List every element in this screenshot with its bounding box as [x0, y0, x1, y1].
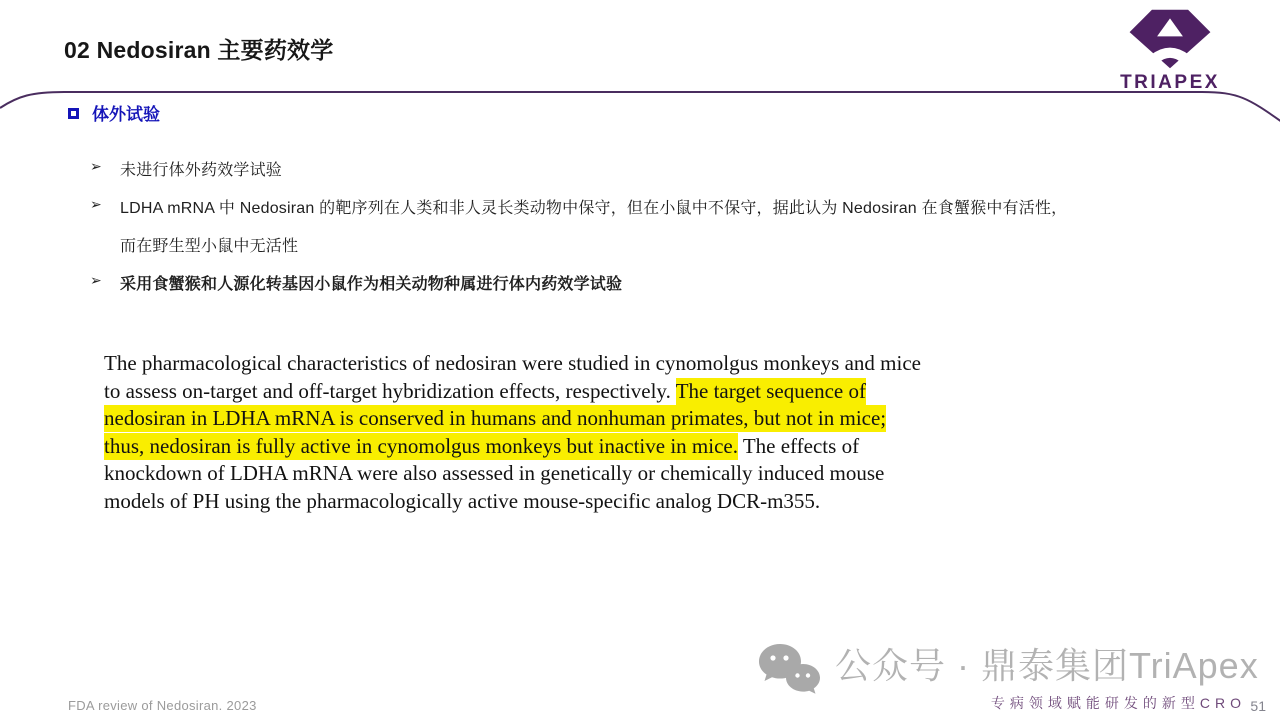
arrow-bullet-icon: ➢: [90, 272, 102, 288]
wechat-icon: [757, 642, 821, 700]
excerpt-line: [104, 433, 1064, 461]
section-header: [68, 100, 160, 125]
brand-tagline: 专病领域赋能研发的新型CRO: [990, 695, 1246, 711]
page-number: 51: [1250, 698, 1266, 714]
excerpt-text: knockdown of LDHA mRNA were also assessed in genetically or chemically induced mouse: [104, 461, 885, 485]
divider-line: [0, 0, 1280, 140]
excerpt-text: to assess on-target and off-target hybridization effects, respectively.: [104, 378, 676, 403]
wechat-watermark: [757, 638, 1259, 700]
source-citation: FDA review of Nedosiran. 2023: [68, 698, 257, 713]
highlighted-text: nedosiran in LDHA mRNA is conserved in humans and nonhuman primates, but not in mice;: [104, 406, 887, 430]
watermark-label: 公众号 · 鼎泰集团TriApex: [835, 645, 1259, 686]
bullet-row: [90, 195, 1240, 218]
brand-logo: [1112, 8, 1228, 94]
fda-excerpt: [104, 350, 1064, 515]
square-bullet-icon: [68, 108, 79, 119]
bullet-text: LDHA mRNA 中 Nedosiran 的靶序列在人类和非人灵长类动物中保守，但在小鼠中不保守，据此认为 Nedosiran 在食蟹猴中有活性，: [120, 200, 1068, 217]
arrow-bullet-icon: ➢: [90, 158, 102, 174]
excerpt-text: The pharmacological characteristics of nedosiran were studied in cynomolgus monkeys and mice: [104, 351, 921, 375]
bullet-list: [90, 157, 1240, 309]
excerpt-text: The effects of: [737, 433, 860, 458]
bullet-text: 未进行体外药效学试验: [120, 162, 283, 179]
excerpt-line: [104, 460, 1064, 488]
arrow-bullet-icon: [90, 233, 120, 234]
bullet-text: 采用食蟹猴和人源化转基因小鼠作为相关动物种属进行体内药效学试验: [120, 276, 623, 293]
excerpt-line: [104, 405, 1064, 433]
highlighted-text: The target sequence of: [675, 378, 866, 403]
bullet-row: [90, 157, 1240, 180]
excerpt-text: models of PH using the pharmacologically active mouse-specific analog DCR-m355.: [104, 488, 821, 513]
excerpt-line: [104, 350, 1064, 378]
triapex-logo-icon: [1127, 8, 1213, 70]
section-label: 体外试验: [92, 105, 160, 124]
excerpt-line: [104, 488, 1064, 516]
bullet-row: [90, 233, 1240, 256]
page-title: 02 Nedosiran 主要药效学: [64, 37, 334, 63]
bullet-row: [90, 271, 1240, 294]
bullet-text: 而在野生型小鼠中无活性: [120, 238, 299, 255]
brand-logo-text: TRIAPEX: [1120, 72, 1220, 93]
highlighted-text: thus, nedosiran is fully active in cynomolgus monkeys but inactive in mice.: [104, 433, 738, 458]
excerpt-line: [104, 378, 1064, 406]
arrow-bullet-icon: ➢: [90, 196, 102, 212]
